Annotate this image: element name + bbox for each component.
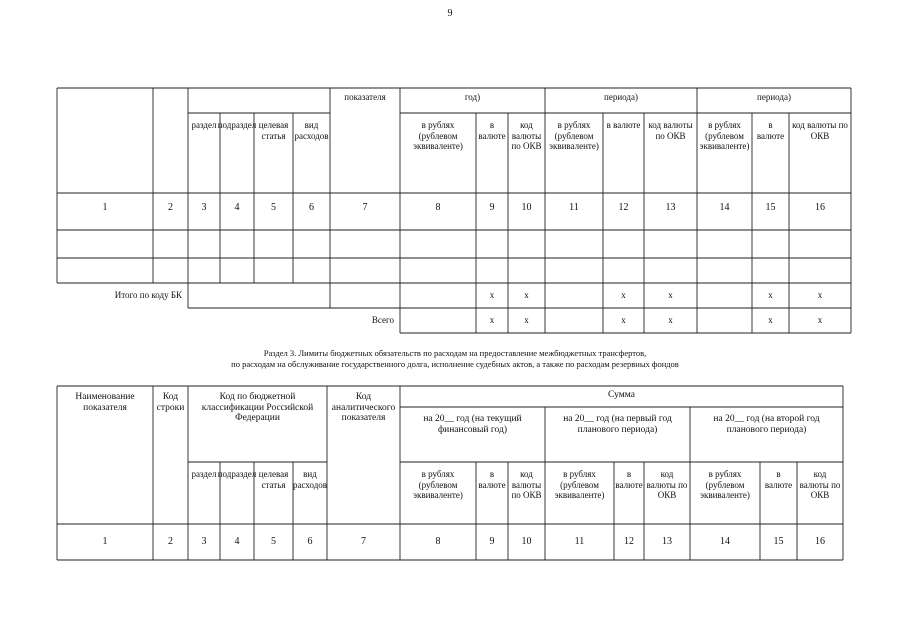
t1-itogo-label: Итого по коду БК	[114, 290, 182, 301]
t1-colnum-1: 1	[102, 201, 108, 213]
t1-colnum-11: 11	[569, 201, 579, 213]
t1-sum-okv-3: код валюты по ОКВ	[792, 120, 848, 141]
t1-itogo-x-16: х	[817, 290, 823, 301]
t2-header-summa: Сумма	[608, 390, 635, 400]
t2-header-year1: на 20__ год (на текущий финансовый год)	[423, 414, 522, 435]
t2-sum-val-3: в валюте	[764, 469, 793, 490]
t2-header-year3: на 20__ год (на второй год планового периода)	[713, 414, 820, 435]
t1-sum-val-2: в валюте	[606, 120, 641, 130]
t1-itogo-x-10: х	[524, 290, 529, 301]
t1-code-podrazdel: подраздел	[217, 120, 257, 130]
t2-colnum-14: 14	[720, 535, 730, 547]
t1-colnum-10: 10	[521, 201, 532, 213]
t2-colnum-12: 12	[624, 535, 634, 547]
t1-colnum-3: 3	[201, 201, 207, 213]
t1-vsego-x-12: х	[621, 315, 626, 326]
t2-sum-okv-1: код валюты по ОКВ	[511, 469, 542, 500]
t1-sum-rub-3: в рублях (рублевом эквиваленте)	[699, 120, 750, 151]
t1-header-pokazatelya: показателя	[344, 92, 386, 102]
t1-sum-val-1: в валюте	[478, 120, 506, 141]
t1-colnum-8: 8	[435, 201, 441, 213]
t1-code-tselevaya: целевая статья	[258, 120, 289, 141]
t2-colnum-2: 2	[168, 535, 173, 547]
t2-colnum-7: 7	[361, 535, 366, 547]
t1-colnum-7: 7	[362, 201, 368, 213]
t1-vsego-x-10: х	[524, 315, 529, 326]
t1-vsego-x-13: х	[668, 315, 673, 326]
t2-sum-rub-2: в рублях (рублевом эквиваленте)	[554, 469, 605, 500]
t2-sum-okv-3: код валюты по ОКВ	[799, 469, 841, 500]
t2-colnum-11: 11	[574, 535, 585, 547]
t2-colnum-1: 1	[102, 535, 108, 547]
t1-colnum-14: 14	[719, 201, 730, 213]
t1-header-perioda-1: периода)	[604, 92, 638, 102]
t1-header-god: год)	[464, 92, 481, 102]
t2-header-naimenovanie: Наименование показателя	[75, 392, 135, 413]
t2-header-year2: на 20__ год (на первый год планового периода)	[563, 414, 672, 435]
t1-code-vid: вид расходов	[294, 120, 329, 141]
page-number: 9	[447, 8, 453, 19]
t1-vsego-x-9: х	[489, 315, 495, 326]
t1-colnum-16: 16	[815, 201, 825, 213]
t1-sum-rub-2: в рублях (рублевом эквиваленте)	[549, 120, 599, 151]
t2-header-kod-bk: Код по бюджетной классификации Российской Федерации	[201, 392, 314, 423]
t1-vsego-x-16: х	[817, 315, 823, 326]
t1-sum-okv-2: код валюты по ОКВ	[648, 120, 693, 141]
t1-sum-okv-1: код валюты по ОКВ	[511, 120, 542, 151]
t2-sum-rub-3: в рублях (рублевом эквиваленте)	[700, 469, 750, 500]
t1-sum-val-3: в валюте	[756, 120, 785, 141]
t1-colnum-6: 6	[309, 201, 314, 213]
t2-colnum-15: 15	[773, 535, 784, 547]
t2-sum-okv-2: код валюты по ОКВ	[646, 469, 688, 500]
t1-colnum-15: 15	[765, 201, 776, 213]
t2-sum-val-1: в валюте	[478, 469, 506, 490]
t1-vsego-label: Всего	[371, 315, 394, 326]
t1-itogo-x-12: х	[621, 290, 626, 301]
t2-colnum-13: 13	[662, 535, 672, 547]
t2-colnum-3: 3	[201, 535, 207, 547]
t1-colnum-2: 2	[168, 201, 173, 213]
section3-caption-line1: Раздел 3. Лимиты бюджетных обязательств по расходам на предоставление межбюджетных трансфертов,	[263, 348, 647, 358]
t1-itogo-x-9: х	[489, 290, 495, 301]
t2-colnum-5: 5	[271, 535, 276, 547]
t2-colnum-8: 8	[435, 535, 441, 547]
t2-header-kod-analit: Код аналитического показателя	[331, 392, 396, 423]
t1-colnum-4: 4	[234, 201, 240, 213]
t2-colnum-16: 16	[815, 535, 825, 547]
t1-sum-rub-1: в рублях (рублевом эквиваленте)	[413, 120, 463, 151]
t1-colnum-5: 5	[271, 201, 276, 213]
t1-colnum-9: 9	[489, 201, 495, 213]
t2-code-razdel: раздел	[191, 469, 217, 479]
t2-colnum-9: 9	[489, 535, 495, 547]
t2-colnum-6: 6	[307, 535, 313, 547]
t1-header-perioda-2: периода)	[757, 92, 791, 102]
t2-code-tselevaya: целевая статья	[258, 469, 289, 490]
t1-colnum-12: 12	[618, 201, 629, 213]
t2-colnum-10: 10	[521, 535, 532, 547]
t2-header-kod-stroki: Код строки	[156, 392, 185, 413]
t2-sum-val-2: в валюте	[615, 469, 643, 490]
t1-vsego-x-15: х	[768, 315, 773, 326]
section3-caption-line2: по расходам на обслуживание государственного долга, исполнение судебных актов, а также по расходам резервных фондов	[231, 359, 679, 369]
t2-code-vid: вид расходов	[292, 469, 328, 490]
t1-itogo-x-15: х	[768, 290, 773, 301]
t2-colnum-4: 4	[234, 535, 240, 547]
t1-itogo-x-13: х	[668, 290, 673, 301]
t1-code-razdel: раздел	[191, 120, 217, 130]
t2-code-podrazdel: подраздел	[217, 469, 257, 479]
t1-colnum-13: 13	[665, 201, 676, 213]
t2-sum-rub-1: в рублях (рублевом эквиваленте)	[413, 469, 463, 500]
